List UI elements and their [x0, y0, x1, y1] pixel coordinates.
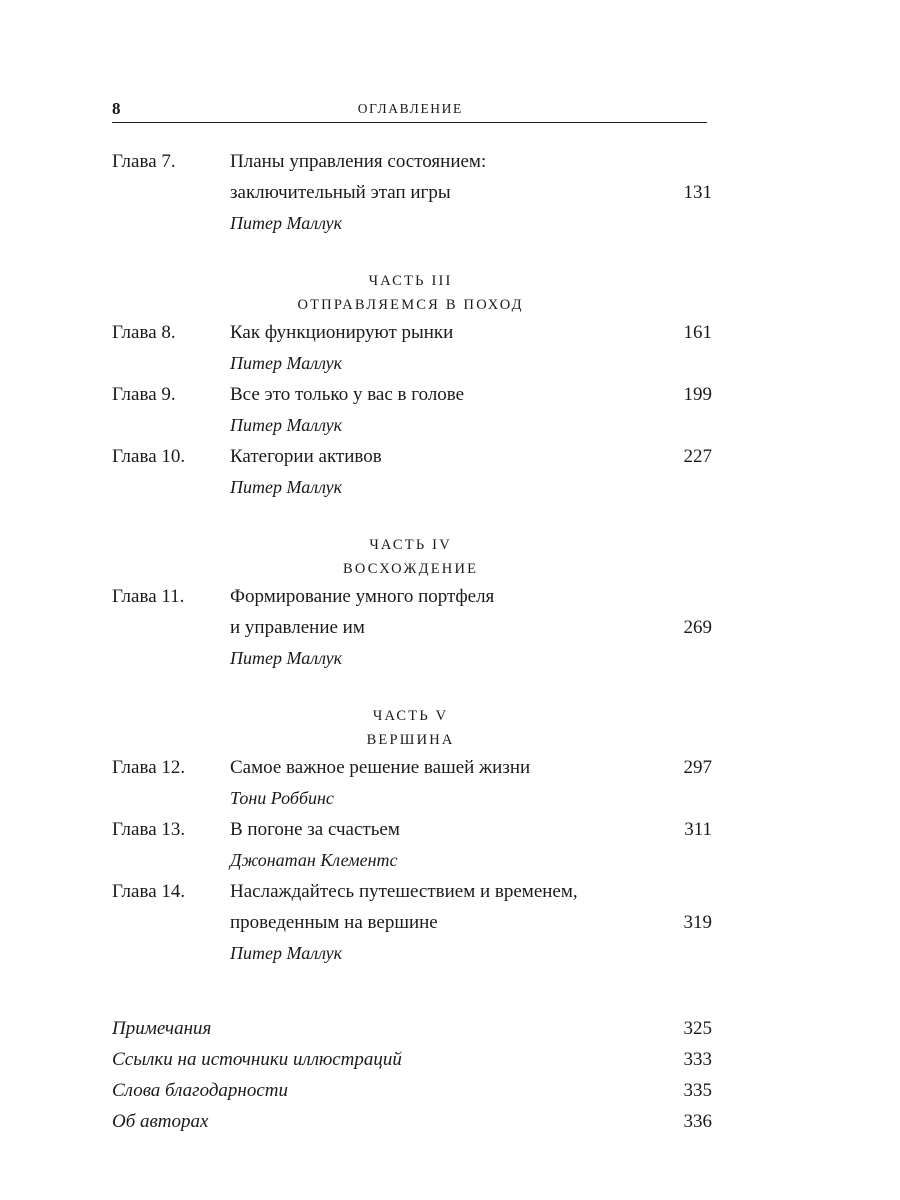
back-matter-title: Слова благодарности: [112, 1080, 289, 1101]
chapter-label: Глава 8.: [112, 322, 176, 343]
chapter-title-line: В погоне за счастьем 311: [230, 814, 712, 845]
chapter-title-line: Как функционируют рынки 161: [230, 317, 712, 348]
part-label: ЧАСТЬ V: [372, 708, 449, 724]
back-matter-entry[interactable]: [112, 1075, 712, 1106]
part-name: ВОСХОЖДЕНИЕ: [342, 561, 479, 577]
part-label: ЧАСТЬ IV: [369, 537, 452, 553]
page-folio: 8: [112, 99, 121, 118]
chapter-title-line: Наслаждайтесь путешествием и временем,: [230, 881, 578, 902]
chapter-author: Питер Маллук: [230, 213, 343, 233]
chapter-author: Питер Маллук: [230, 943, 343, 963]
chapter-label: Глава 12.: [112, 757, 186, 778]
entry-body: [230, 441, 712, 503]
chapter-author: Питер Маллук: [230, 353, 343, 373]
toc-entry[interactable]: [112, 441, 712, 503]
part-label: ЧАСТЬ III: [368, 273, 453, 289]
back-matter-page-number: 325: [683, 1018, 712, 1039]
toc-entry[interactable]: [112, 814, 712, 876]
chapter-label: Глава 10.: [112, 446, 186, 467]
chapter-author: Питер Маллук: [230, 648, 343, 668]
chapter-page-number: 311: [684, 819, 712, 840]
back-matter-list: [112, 1013, 712, 1137]
running-head: [112, 98, 707, 120]
chapter-title-line: Все это только у вас в голове 199: [230, 379, 712, 410]
part-spacer: [112, 239, 712, 269]
part-spacer: [112, 674, 712, 704]
chapter-label: Глава 13.: [112, 819, 186, 840]
back-matter-title: Примечания: [112, 1018, 212, 1039]
entry-body: [230, 581, 712, 674]
entry-body: [230, 752, 712, 814]
chapter-page-number: 131: [683, 182, 712, 203]
toc-entries: [112, 146, 712, 1137]
back-matter-entry[interactable]: [112, 1013, 712, 1044]
chapter-page-number: 319: [683, 912, 712, 933]
toc-entry[interactable]: [112, 581, 712, 674]
toc-entry[interactable]: [112, 752, 712, 814]
chapter-title-line: и управление им 269: [230, 612, 712, 643]
entry-body: [230, 317, 712, 379]
back-matter-entry[interactable]: [112, 1044, 712, 1075]
chapter-page-number: 227: [683, 446, 712, 467]
entry-body: [230, 146, 712, 239]
entry-body: [230, 379, 712, 441]
chapter-title-line: заключительный этап игры 131: [230, 177, 712, 208]
part-heading: [112, 533, 707, 581]
chapter-author: Питер Маллук: [230, 477, 343, 497]
part-heading: [112, 704, 707, 752]
back-matter-page-number: 336: [683, 1111, 712, 1132]
chapter-page-number: 199: [683, 384, 712, 405]
chapter-label: Глава 14.: [112, 881, 186, 902]
back-matter-title: Ссылки на источники иллюстраций: [112, 1049, 402, 1070]
part-heading: [112, 269, 707, 317]
back-matter-page-number: 335: [683, 1080, 712, 1101]
running-head-title: ОГЛАВЛЕНИЕ: [357, 101, 463, 116]
chapter-title-line: Планы управления состоянием:: [230, 151, 487, 172]
back-matter-entry[interactable]: [112, 1106, 712, 1137]
toc-entry[interactable]: [112, 146, 712, 239]
back-matter-title: Об авторах: [112, 1111, 209, 1132]
toc-entry[interactable]: [112, 876, 712, 969]
entry-body: [230, 814, 712, 876]
part-name: ВЕРШИНА: [366, 732, 455, 748]
toc-entry[interactable]: [112, 379, 712, 441]
chapter-label: Глава 9.: [112, 384, 176, 405]
chapter-page-number: 269: [683, 617, 712, 638]
chapter-title-line: Самое важное решение вашей жизни 297: [230, 752, 712, 783]
toc-entry[interactable]: [112, 317, 712, 379]
chapter-title-line: проведенным на вершине 319: [230, 907, 712, 938]
part-name: ОТПРАВЛЯЕМСЯ В ПОХОД: [297, 297, 524, 313]
entry-body: [230, 876, 712, 969]
backmatter-spacer: [112, 969, 712, 1013]
chapter-author: Тони Роббинс: [230, 788, 334, 808]
chapter-author: Джонатан Клементс: [230, 850, 398, 870]
header-rule: [112, 122, 707, 123]
part-spacer: [112, 503, 712, 533]
chapter-title-line: Категории активов 227: [230, 441, 712, 472]
chapter-label: Глава 11.: [112, 586, 185, 607]
chapter-author: Питер Маллук: [230, 415, 343, 435]
chapter-label: Глава 7.: [112, 151, 176, 172]
back-matter-page-number: 333: [683, 1049, 712, 1070]
chapter-title-line: Формирование умного портфеля: [230, 586, 495, 607]
chapter-page-number: 297: [683, 757, 712, 778]
chapter-page-number: 161: [683, 322, 712, 343]
